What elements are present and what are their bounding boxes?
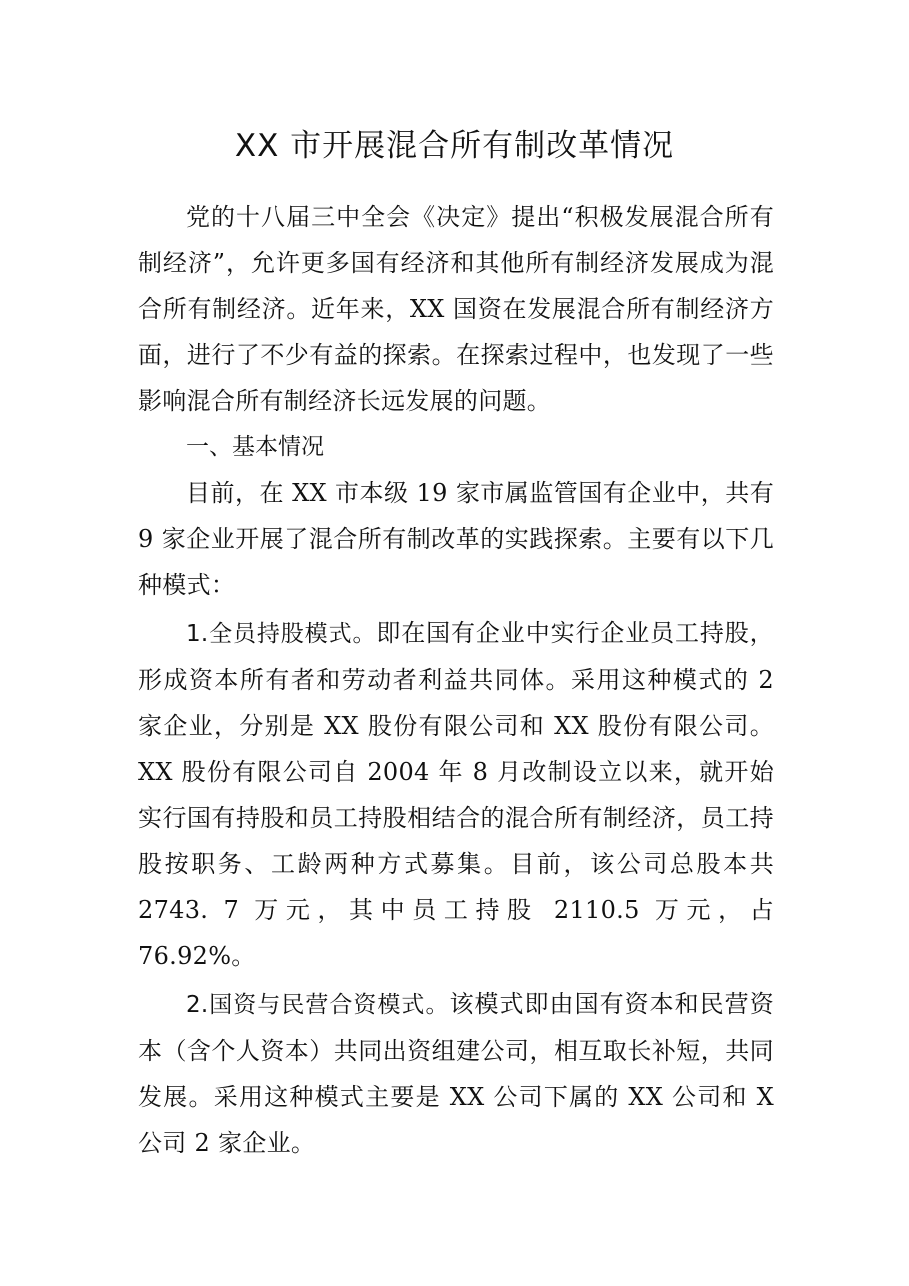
- document-body: [138, 194, 774, 1166]
- mode-item-1-text: 即在国有企业中实行企业员工持股，形成资本所有者和劳动者利益共同体。采用这种模式的 2 家企业，分别是 XX 股份有限公司和 XX 股份有限公司。XX 股份有限公司自 2004 年 8 月改制设立以来，就开始实行国有持股和员工持股相结合的混合所有制经济，员工持股按职务、工龄两种方式募集。目前，该公司总股本共 2743. 7 万元，其中员工持股 2110.5 万元，占 76.92%。: [138, 619, 774, 970]
- section-paragraph: 目前，在 XX 市本级 19 家市属监管国有企业中，共有 9 家企业开展了混合所有制改革的实践探索。主要有以下几种模式：: [138, 479, 774, 599]
- mode-item-2-lead: 2.国资与民营合资模式。: [186, 992, 450, 1018]
- mode-item-1: [138, 610, 774, 979]
- mode-item-2: [138, 981, 774, 1166]
- mode-item-1-lead: 1.全员持股模式。: [186, 621, 377, 647]
- document-title: XX 市开展混合所有制改革情况: [234, 128, 675, 164]
- section-heading: 一、基本情况: [186, 434, 324, 460]
- mode-item-2-text: 该模式即由国有资本和民营资本（含个人资本）共同出资组建公司，相互取长补短，共同发展。采用这种模式主要是 XX 公司下属的 XX 公司和 X 公司 2 家企业。: [138, 990, 775, 1157]
- intro-paragraph: 党的十八届三中全会《决定》提出“积极发展混合所有制经济”，允许更多国有经济和其他所有制经济发展成为混合所有制经济。近年来，XX 国资在发展混合所有制经济方面，进行了不少有益的探索。在探索过程中，也发现了一些影响混合所有制经济长远发展的问题。: [138, 203, 774, 415]
